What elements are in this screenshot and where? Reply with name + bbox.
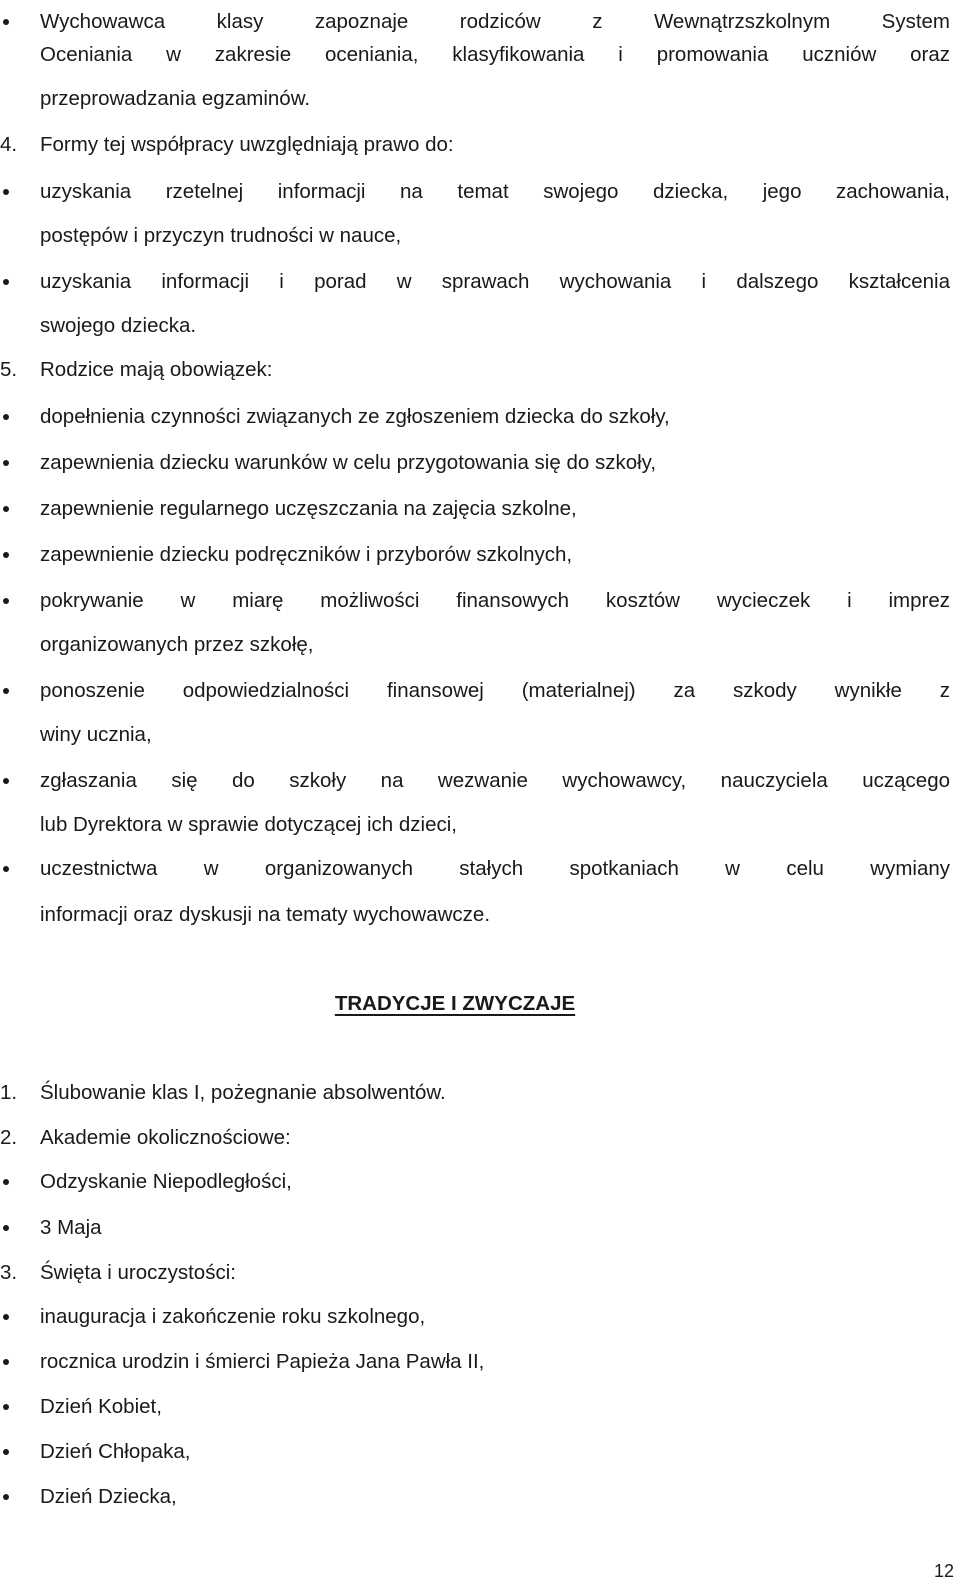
page-number: 12 <box>933 1561 954 1581</box>
bullet-icon <box>3 506 9 512</box>
item-text: Akademie okolicznościowe: <box>40 1126 291 1149</box>
bullet-icon <box>3 414 9 420</box>
list-item-text: Dzień Chłopaka, <box>40 1440 191 1463</box>
section-heading: TRADYCJE I ZWYCZAJE <box>334 992 576 1015</box>
item-number: 3. <box>0 1261 18 1284</box>
item-number: 4. <box>0 133 18 156</box>
list-item-text: inauguracja i zakończenie roku szkolnego, <box>40 1305 426 1328</box>
intro-text: przeprowadzania egzaminów. <box>40 87 311 110</box>
list-item-text: uzyskania informacji i porad w sprawach wychowania i dalszego kształcenia <box>40 270 950 293</box>
list-item-text: zapewnienie dziecku podręczników i przyborów szkolnych, <box>40 543 573 566</box>
bullet-icon <box>3 1449 9 1455</box>
list-item-text: zapewnienia dziecku warunków w celu przygotowania się do szkoły, <box>40 451 657 474</box>
list-item-text: pokrywanie w miarę możliwości finansowych kosztów wycieczek i imprez <box>40 589 950 612</box>
bullet-icon <box>3 778 9 784</box>
bullet-icon <box>3 189 9 195</box>
list-item-text: 3 Maja <box>40 1216 102 1239</box>
bullet-icon <box>3 688 9 694</box>
list-item-text: organizowanych przez szkołę, <box>40 633 314 656</box>
item-text: Święta i uroczystości: <box>40 1261 236 1284</box>
item-number: 2. <box>0 1126 18 1149</box>
bullet-icon <box>3 552 9 558</box>
list-item-text: informacji oraz dyskusji na tematy wychowawcze. <box>40 903 491 926</box>
bullet-icon <box>3 1359 9 1365</box>
list-item-text: ponoszenie odpowiedzialności finansowej (materialnej) za szkody wynikłe z <box>40 679 950 702</box>
item-number: 5. <box>0 358 18 381</box>
list-item-text: zapewnienie regularnego uczęszczania na zajęcia szkolne, <box>40 497 577 520</box>
list-item-text: winy ucznia, <box>40 723 152 746</box>
bullet-icon <box>3 19 9 25</box>
list-item-text: zgłaszania się do szkoły na wezwanie wychowawcy, nauczyciela uczącego <box>40 769 950 792</box>
list-item-text: swojego dziecka. <box>40 314 197 337</box>
list-item-text: rocznica urodzin i śmierci Papieża Jana Pawła II, <box>40 1350 485 1373</box>
list-item-text: dopełnienia czynności związanych ze zgłoszeniem dziecka do szkoły, <box>40 405 670 428</box>
list-item-text: lub Dyrektora w sprawie dotyczącej ich dzieci, <box>40 813 457 836</box>
bullet-icon <box>3 1404 9 1410</box>
list-item-text: uczestnictwa w organizowanych stałych spotkaniach w celu wymiany <box>40 857 950 880</box>
bullet-icon <box>3 460 9 466</box>
intro-text: Oceniania w zakresie oceniania, klasyfikowania i promowania uczniów oraz <box>40 43 950 66</box>
item-number: 1. <box>0 1081 18 1104</box>
bullet-icon <box>3 866 9 872</box>
list-item-text: Odzyskanie Niepodległości, <box>40 1170 292 1193</box>
item-text: Rodzice mają obowiązek: <box>40 358 273 381</box>
bullet-icon <box>3 1225 9 1231</box>
bullet-icon <box>3 1314 9 1320</box>
list-item-text: postępów i przyczyn trudności w nauce, <box>40 224 402 247</box>
bullet-icon <box>3 598 9 604</box>
intro-text: Wychowawca klasy zapoznaje rodziców z Wewnątrzszkolnym System <box>40 10 950 33</box>
list-item-text: Dzień Dziecka, <box>40 1485 177 1508</box>
item-text: Ślubowanie klas I, pożegnanie absolwentów. <box>40 1081 446 1104</box>
list-item-text: uzyskania rzetelnej informacji na temat swojego dziecka, jego zachowania, <box>40 180 950 203</box>
bullet-icon <box>3 1494 9 1500</box>
bullet-icon <box>3 1179 9 1185</box>
item-text: Formy tej współpracy uwzględniają prawo do: <box>40 133 454 156</box>
list-item-text: Dzień Kobiet, <box>40 1395 162 1418</box>
bullet-icon <box>3 279 9 285</box>
